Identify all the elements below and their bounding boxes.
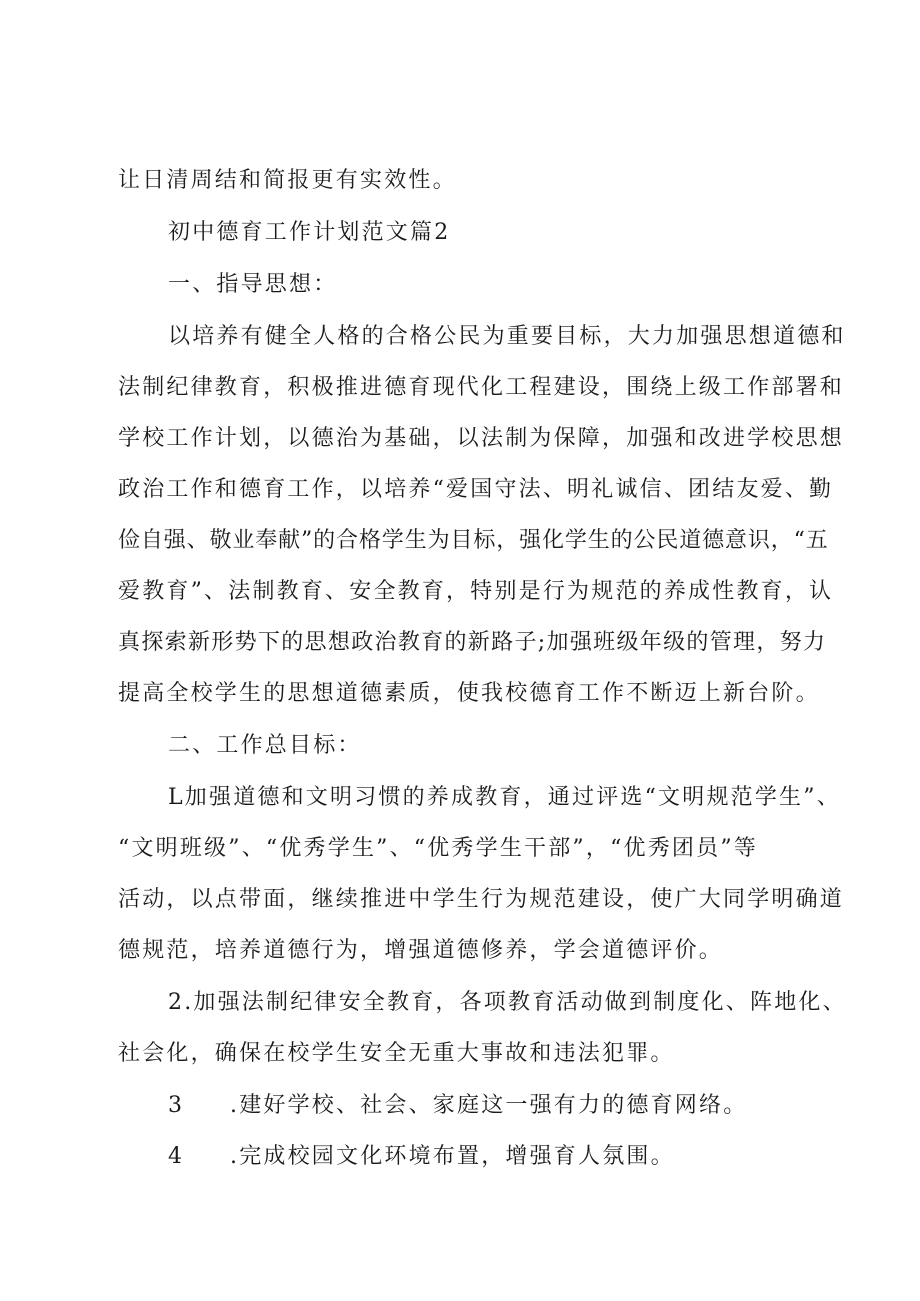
section2-heading: 二、工作总目标： xyxy=(168,733,362,758)
section1-line: 爱教育”、法制教育、安全教育，特别是行为规范的养成性教育，认 xyxy=(118,579,834,604)
item1-line: “文明班级”、“优秀学生”、“优秀学生干部”，“优秀团员”等 xyxy=(118,836,758,861)
continued-line: 让日清周结和简报更有实效性。 xyxy=(118,168,457,193)
item3-text: .建好学校、社会、家庭这一强有力的德育网络。 xyxy=(230,1093,748,1118)
item1-line: 活动，以点带面，继续推进中学生行为规范建设，使广大同学明确道 xyxy=(118,887,845,912)
section1-line: 俭自强、敬业奉献”的合格学生为目标，强化学生的公民道德意识，“五 xyxy=(118,528,829,553)
section1-line: 学校工作计划，以德治为基础，以法制为保障，加强和改进学校思想 xyxy=(118,426,845,451)
item1-line: 德规范，培养道德行为，增强道德修养，学会道德评价。 xyxy=(118,938,724,963)
section1-line: 提高全校学生的思想道德素质，使我校德育工作不断迈上新台阶。 xyxy=(118,681,820,706)
section1-heading: 一、指导思想： xyxy=(168,272,338,297)
item4-text: .完成校园文化环境布置，增强育人氛围。 xyxy=(230,1144,675,1169)
item4-number: 4 xyxy=(168,1144,185,1169)
item4 xyxy=(168,1142,675,1172)
section1-line: 以培养有健全人格的合格公民为重要目标，大力加强思想道德和 xyxy=(168,324,846,349)
section1-line: 法制纪律教育，积极推进德育现代化工程建设，围绕上级工作部署和 xyxy=(118,375,845,400)
item1-line: L加强道德和文明习惯的养成教育，通过评选“文明规范学生”、 xyxy=(168,785,841,810)
document-title: 初中德育工作计划范文篇2 xyxy=(168,220,451,245)
section1-line: 政治工作和德育工作，以培养“爱国守法、明礼诚信、团结友爱、勤 xyxy=(118,477,834,502)
item2-line: 2.加强法制纪律安全教育，各项教育活动做到制度化、阵地化、 xyxy=(168,990,847,1015)
item3-number: 3 xyxy=(168,1093,185,1118)
item3 xyxy=(168,1091,747,1121)
section1-line: 真探索新形势下的思想政治教育的新路子;加强班级年级的管理，努力 xyxy=(118,630,827,655)
item2-line: 社会化，确保在校学生安全无重大事故和违法犯罪。 xyxy=(118,1041,675,1066)
